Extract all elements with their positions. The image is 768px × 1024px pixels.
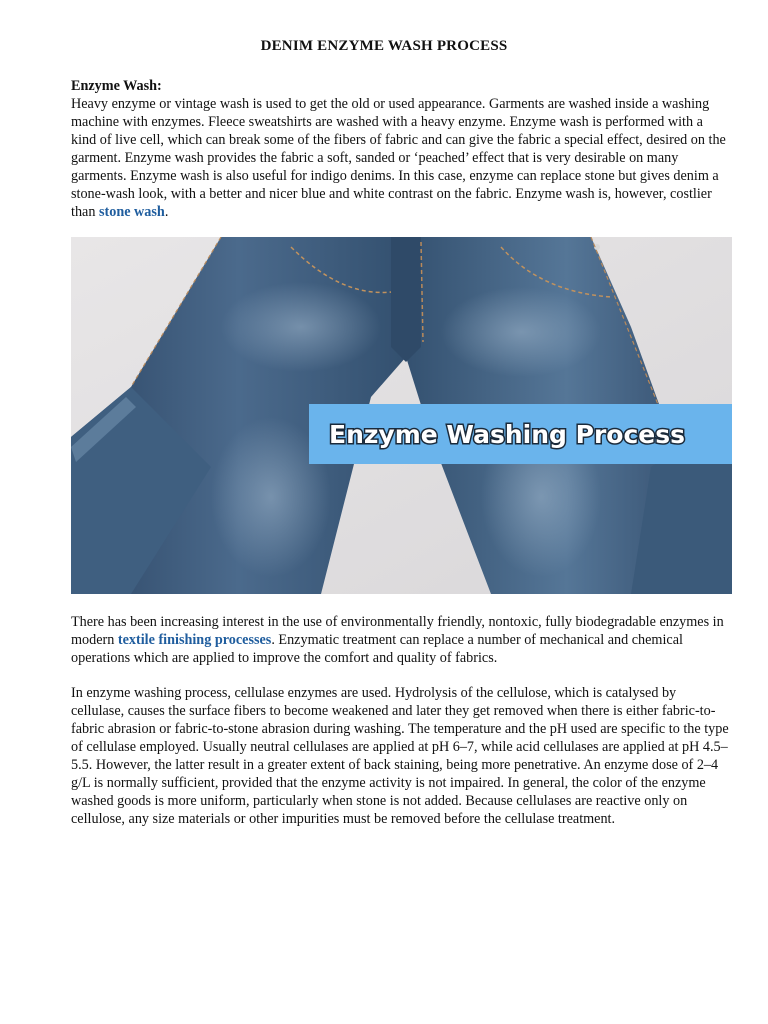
section-heading: Enzyme Wash: <box>71 78 162 94</box>
image-banner <box>309 404 732 464</box>
jeans-photo <box>71 237 732 594</box>
paragraph-2 <box>71 613 731 667</box>
intro-text: Heavy enzyme or vintage wash is used to get the old or used appearance. Garments are washed inside a washing machine with enzymes. Fleece sweatshirts are washed with a heavy enzyme. Enzyme wash is performed with a kind of live cell, which can break some of the fibers of fabric and can give the fabric a special effect, desired on the garment. Enzyme wash provides the fabric a soft, sanded or ‘peached’ effect that is very desirable on many garments. Enzyme wash is also useful for indigo denims. In this case, enzyme can replace stone but gives denim a stone-wash look, with a better and nicer blue and white contrast on the fabric. Enzyme wash is, however, costlier than <box>71 96 726 220</box>
stone-wash-link[interactable]: stone wash <box>98 204 165 220</box>
paragraph-3-text: In enzyme washing process, cellulase enzymes are used. Hydrolysis of the cellulose, which is catalysed by cellulase, causes the surface fibers to become weakened and later they get removed when there is either fabric-to-fabric abrasion or fabric-to-stone abrasion during washing. The temperature and the pH used are specific to the type of cellulase employed. Usually neutral cellulases are applied at pH 6–7, while acid cellulases are applied at pH 4.5–5.5. However, the latter result in a greater extent of back staining, being more penetrative. An enzyme dose of 2–4 g/L is normally sufficient, provided that the enzyme activity is not impaired. In general, the color of the enzyme washed goods is more uniform, particularly when stone is not added. Because cellulases are reactive only on cellulose, any size materials or other impurities must be removed before the cellulase treatment. <box>71 685 729 827</box>
intro-paragraph <box>71 95 731 221</box>
textile-finishing-link[interactable]: textile finishing processes <box>117 632 272 648</box>
intro-text-end: . <box>164 204 169 220</box>
paragraph-2-text: There has been increasing interest in the use of environmentally friendly, nontoxic, fully biodegradable enzymes in modern <box>71 614 724 648</box>
document-title: DENIM ENZYME WASH PROCESS <box>260 38 508 54</box>
paragraph-2-text-end: . Enzymatic treatment can replace a number of mechanical and chemical operations which are applied to improve the comfort and quality of fabrics. <box>71 632 683 666</box>
intro-section <box>71 77 731 221</box>
banner-text: Enzyme Washing Process <box>329 420 685 449</box>
paragraph-3 <box>71 684 731 828</box>
